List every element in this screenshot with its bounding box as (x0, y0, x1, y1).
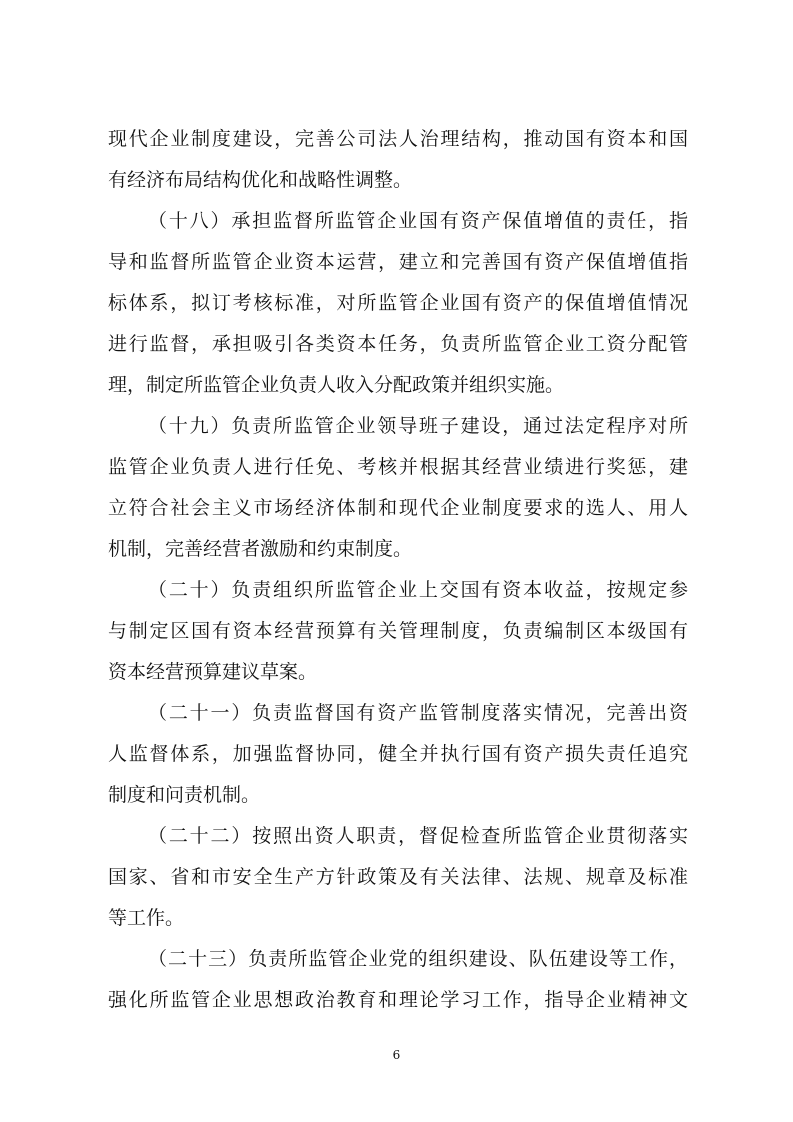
paragraph-line: 现代企业制度建设，完善公司法人治理结构，推动国有资本和国 (108, 128, 688, 150)
paragraph-line: 标体系，拟订考核标准，对所监管企业国有资产的保值增值情况 (108, 292, 688, 314)
paragraph-line: 立符合社会主义市场经济体制和现代企业制度要求的选人、用人 (108, 497, 688, 519)
paragraph-line: 理，制定所监管企业负责人收入分配政策并组织实施。 (108, 374, 565, 396)
paragraph-line: 资本经营预算建议草案。 (108, 661, 318, 683)
paragraph-line: 等工作。 (108, 907, 185, 929)
paragraph-line: （二十二）按照出资人职责，督促检查所监管企业贯彻落实 (148, 825, 688, 847)
page-number: 6 (392, 1048, 401, 1062)
paragraph-line: （二十）负责组织所监管企业上交国有资本收益，按规定参 (148, 579, 688, 601)
paragraph-line: （十八）承担监督所监管企业国有资产保值增值的责任，指 (148, 210, 688, 232)
paragraph-line: 监管企业负责人进行任免、考核并根据其经营业绩进行奖惩，建 (108, 456, 688, 478)
paragraph-line: 强化所监管企业思想政治教育和理论学习工作，指导企业精神文 (108, 989, 688, 1011)
paragraph-line: 进行监督，承担吸引各类资本任务，负责所监管企业工资分配管 (108, 333, 688, 355)
paragraph-line: 机制，完善经营者激励和约束制度。 (108, 538, 413, 560)
paragraph-line: （二十三）负责所监管企业党的组织建设、队伍建设等工作， (148, 948, 688, 970)
paragraph-line: 国家、省和市安全生产方针政策及有关法律、法规、规章及标准 (108, 866, 688, 888)
paragraph-line: 有经济布局结构优化和战略性调整。 (108, 169, 413, 191)
paragraph-line: （二十一）负责监督国有资产监管制度落实情况，完善出资 (148, 702, 688, 724)
paragraph-line: 与制定区国有资本经营预算有关管理制度，负责编制区本级国有 (108, 620, 688, 642)
paragraph-line: 人监督体系，加强监督协同，健全并执行国有资产损失责任追究 (108, 743, 688, 765)
paragraph-line: （十九）负责所监管企业领导班子建设，通过法定程序对所 (148, 415, 688, 437)
paragraph-line: 导和监督所监管企业资本运营，建立和完善国有资产保值增值指 (108, 251, 688, 273)
paragraph-line: 制度和问责机制。 (108, 784, 261, 806)
